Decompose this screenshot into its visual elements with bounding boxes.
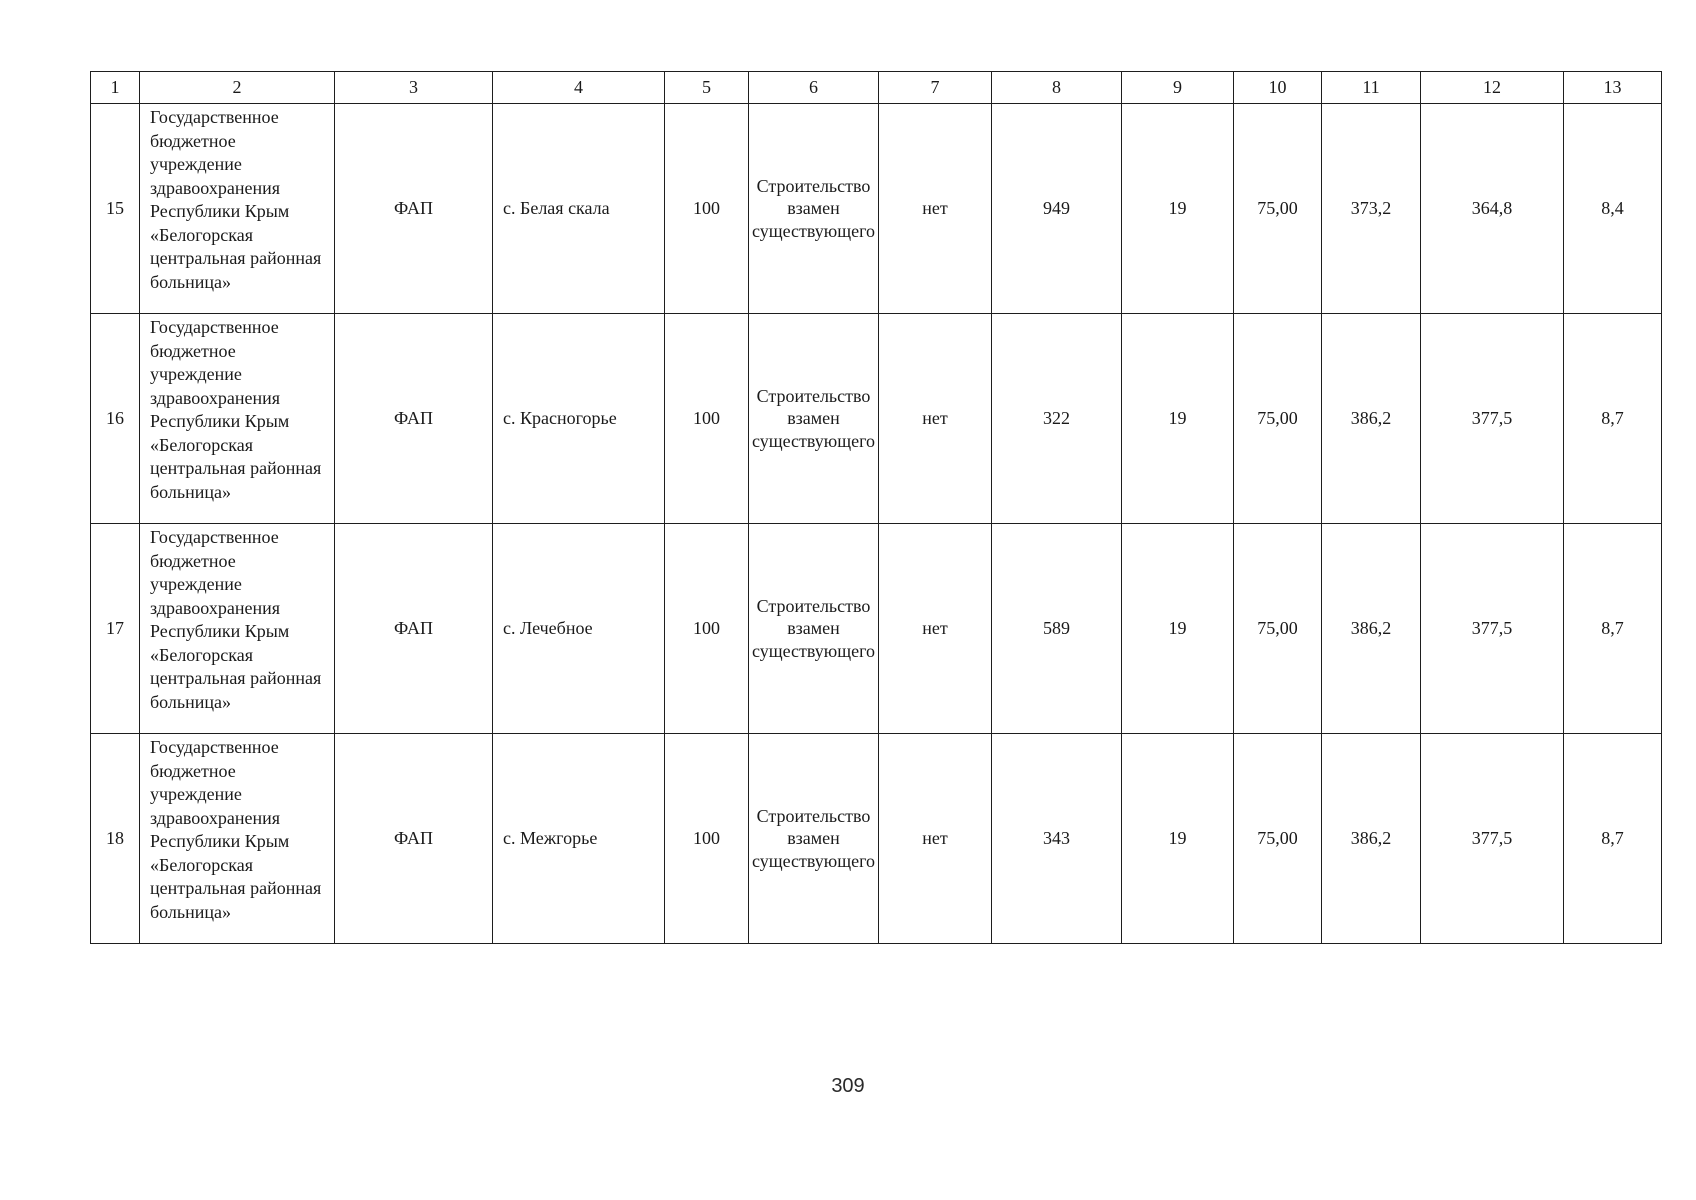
- work-type-cell: Строительство взамен существующего: [749, 104, 879, 314]
- column-header: 2: [140, 72, 335, 104]
- col12-cell: 364,8: [1421, 104, 1564, 314]
- col10-cell: 75,00: [1234, 734, 1322, 944]
- page-number: 309: [831, 1075, 865, 1097]
- column-header: 3: [335, 72, 493, 104]
- column-header: 12: [1421, 72, 1564, 104]
- col8-cell: 589: [992, 524, 1122, 734]
- col12-cell: 377,5: [1421, 524, 1564, 734]
- row-number: 16: [91, 314, 140, 524]
- col9-cell: 19: [1122, 524, 1234, 734]
- facility-type-cell: ФАП: [335, 314, 493, 524]
- col11-cell: 386,2: [1322, 734, 1421, 944]
- col10-cell: 75,00: [1234, 104, 1322, 314]
- organization-cell: Государственное бюджетное учреждение здравоохранения Республики Крым «Белогорская центральная районная больница»: [140, 104, 335, 314]
- column-header: 5: [665, 72, 749, 104]
- table-row: [91, 734, 1662, 944]
- work-type-cell: Строительство взамен существующего: [749, 314, 879, 524]
- col11-cell: 386,2: [1322, 524, 1421, 734]
- column-header: 10: [1234, 72, 1322, 104]
- locality-cell: с. Лечебное: [493, 524, 665, 734]
- work-type-cell: Строительство взамен существующего: [749, 734, 879, 944]
- col13-cell: 8,7: [1564, 734, 1662, 944]
- facility-type-cell: ФАП: [335, 524, 493, 734]
- organization-cell: Государственное бюджетное учреждение здравоохранения Республики Крым «Белогорская центральная районная больница»: [140, 314, 335, 524]
- column-header: 7: [879, 72, 992, 104]
- col7-cell: нет: [879, 734, 992, 944]
- col11-cell: 373,2: [1322, 104, 1421, 314]
- facility-type-cell: ФАП: [335, 734, 493, 944]
- col9-cell: 19: [1122, 104, 1234, 314]
- col8-cell: 322: [992, 314, 1122, 524]
- column-header: 13: [1564, 72, 1662, 104]
- col13-cell: 8,7: [1564, 524, 1662, 734]
- col9-cell: 19: [1122, 734, 1234, 944]
- header-row: [91, 72, 1662, 104]
- col12-cell: 377,5: [1421, 734, 1564, 944]
- col7-cell: нет: [879, 524, 992, 734]
- organization-cell: Государственное бюджетное учреждение здравоохранения Республики Крым «Белогорская центральная районная больница»: [140, 524, 335, 734]
- column-header: 9: [1122, 72, 1234, 104]
- row-number: 15: [91, 104, 140, 314]
- col10-cell: 75,00: [1234, 314, 1322, 524]
- col8-cell: 949: [992, 104, 1122, 314]
- facility-type-cell: ФАП: [335, 104, 493, 314]
- col10-cell: 75,00: [1234, 524, 1322, 734]
- col5-cell: 100: [665, 524, 749, 734]
- organization-cell: Государственное бюджетное учреждение здравоохранения Республики Крым «Белогорская центральная районная больница»: [140, 734, 335, 944]
- column-header: 11: [1322, 72, 1421, 104]
- col12-cell: 377,5: [1421, 314, 1564, 524]
- col5-cell: 100: [665, 104, 749, 314]
- col11-cell: 386,2: [1322, 314, 1421, 524]
- table-row: [91, 524, 1662, 734]
- col9-cell: 19: [1122, 314, 1234, 524]
- col5-cell: 100: [665, 314, 749, 524]
- col5-cell: 100: [665, 734, 749, 944]
- table-row: [91, 104, 1662, 314]
- locality-cell: с. Красногорье: [493, 314, 665, 524]
- column-header: 4: [493, 72, 665, 104]
- table-row: [91, 314, 1662, 524]
- row-number: 18: [91, 734, 140, 944]
- column-header: 1: [91, 72, 140, 104]
- col13-cell: 8,7: [1564, 314, 1662, 524]
- column-header: 6: [749, 72, 879, 104]
- row-number: 17: [91, 524, 140, 734]
- col7-cell: нет: [879, 104, 992, 314]
- work-type-cell: Строительство взамен существующего: [749, 524, 879, 734]
- col8-cell: 343: [992, 734, 1122, 944]
- facilities-table: [90, 71, 1662, 944]
- col13-cell: 8,4: [1564, 104, 1662, 314]
- col7-cell: нет: [879, 314, 992, 524]
- locality-cell: с. Межгорье: [493, 734, 665, 944]
- locality-cell: с. Белая скала: [493, 104, 665, 314]
- column-header: 8: [992, 72, 1122, 104]
